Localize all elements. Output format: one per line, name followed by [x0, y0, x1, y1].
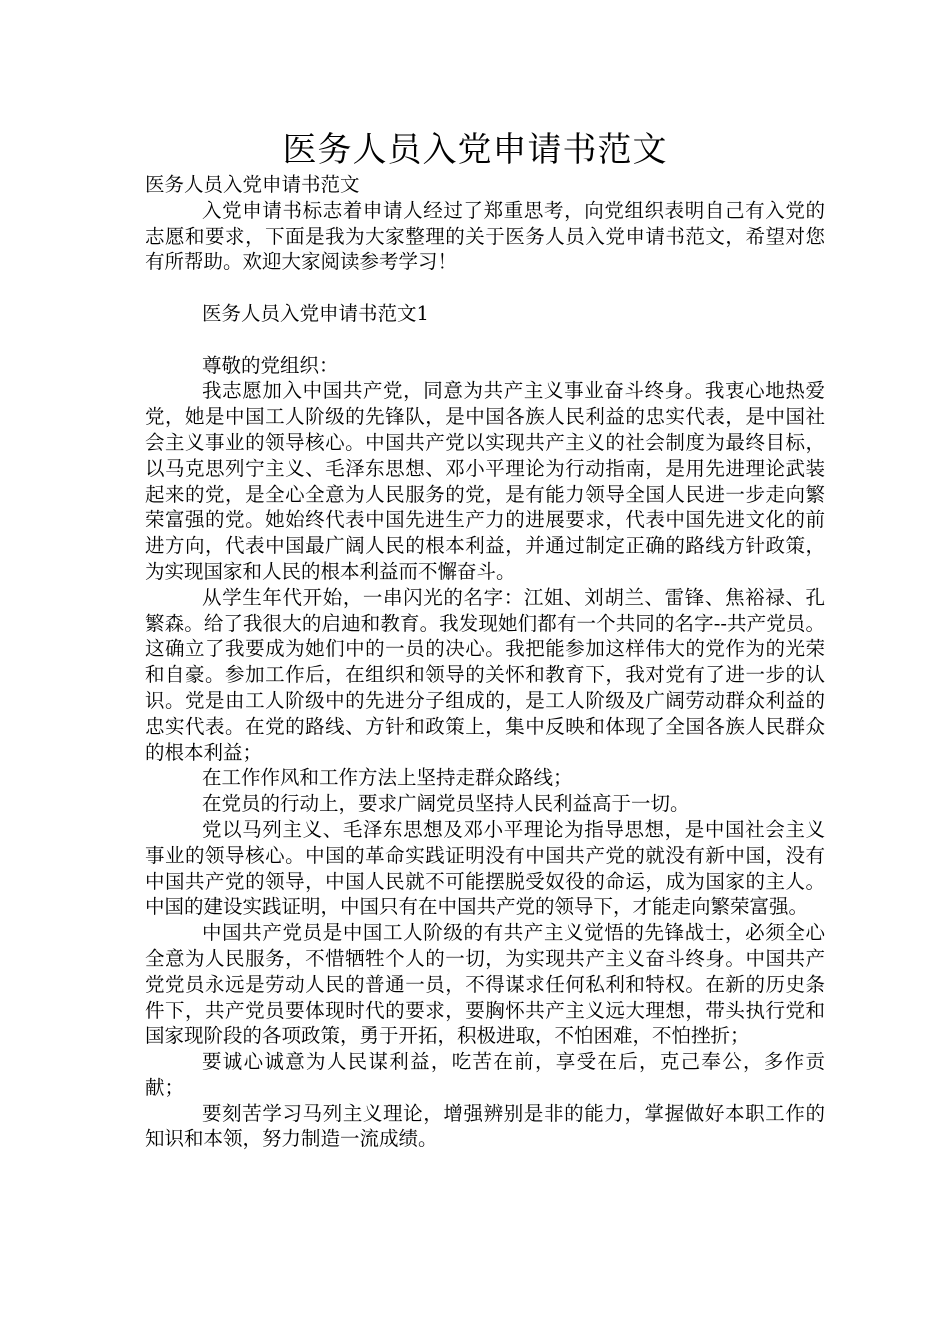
salutation: 尊敬的党组织： — [202, 353, 339, 377]
body-paragraph: 要诚心诚意为人民谋利益，吃苦在前，享受在后，克己奉公，多作贡献； — [145, 1050, 825, 1099]
body-paragraph: 党以马列主义、毛泽东思想及邓小平理论为指导思想，是中国社会主义事业的领导核心。中国的革命实践证明没有中国共产党的就没有新中国，没有中国共产党的领导，中国人民就不可能摆脱受奴役的命运，成为国家的主人。中国的建设实践证明，中国只有在中国共产党的领导下，才能走向繁荣富强。 — [145, 817, 825, 919]
body-paragraph: 中国共产党员是中国工人阶级的有共产主义觉悟的先锋战士，必须全心全意为人民服务，不惜牺牲个人的一切，为实现共产主义奋斗终身。中国共产党党员永远是劳动人民的普通一员，不得谋求任何私利和特权。在新的历史条件下，共产党员要体现时代的要求，要胸怀共产主义远大理想，带头执行党和国家现阶段的各项政策，勇于开拓，积极进取，不怕困难，不怕挫折； — [145, 921, 825, 1048]
section-heading: 医务人员入党申请书范文1 — [202, 301, 429, 325]
body-paragraph: 在党员的行动上，要求广阔党员坚持人民利益高于一切。 — [202, 792, 690, 816]
document-title: 医务人员入党申请书范文 — [282, 130, 668, 170]
body-paragraph: 要刻苦学习马列主义理论，增强辨别是非的能力，掌握做好本职工作的知识和本领，努力制造一流成绩。 — [145, 1101, 825, 1151]
document-subtitle: 医务人员入党申请书范文 — [145, 173, 360, 196]
body-paragraph: 从学生年代开始，一串闪光的名字：江姐、刘胡兰、雷锋、焦裕禄、孔繁森。给了我很大的启迪和教育。我发现她们都有一个共同的名字--共产党员。这确立了我要成为她们中的一员的决心。我把能参加这样伟大的党作为的光荣和自豪。参加工作后，在组织和领导的关怀和教育下，我对党有了进一步的认识。党是由工人阶级中的先进分子组成的，是工人阶级及广阔劳动群众利益的忠实代表。在党的路线、方针和政策上，集中反映和体现了全国各族人民群众的根本利益； — [145, 585, 825, 764]
intro-paragraph: 入党申请书标志着申请人经过了郑重思考，向党组织表明自己有入党的志愿和要求，下面是我为大家整理的关于医务人员入党申请书范文，希望对您有所帮助。欢迎大家阅读参考学习！ — [145, 198, 825, 274]
body-paragraph: 在工作作风和工作方法上坚持走群众路线； — [202, 766, 573, 790]
body-paragraph: 我志愿加入中国共产党，同意为共产主义事业奋斗终身。我衷心地热爱党，她是中国工人阶级的先锋队，是中国各族人民利益的忠实代表，是中国社会主义事业的领导核心。中国共产党以实现共产主义的社会制度为最终目标，以马克思列宁主义、毛泽东思想、邓小平理论为行动指南，是用先进理论武装起来的党，是全心全意为人民服务的党，是有能力领导全国人民进一步走向繁荣富强的党。她始终代表中国先进生产力的进展要求，代表中国先进文化的前进方向，代表中国最广阔人民的根本利益，并通过制定正确的路线方针政策，为实现国家和人民的根本利益而不懈奋斗。 — [145, 379, 825, 583]
document-body — [145, 172, 825, 1152]
